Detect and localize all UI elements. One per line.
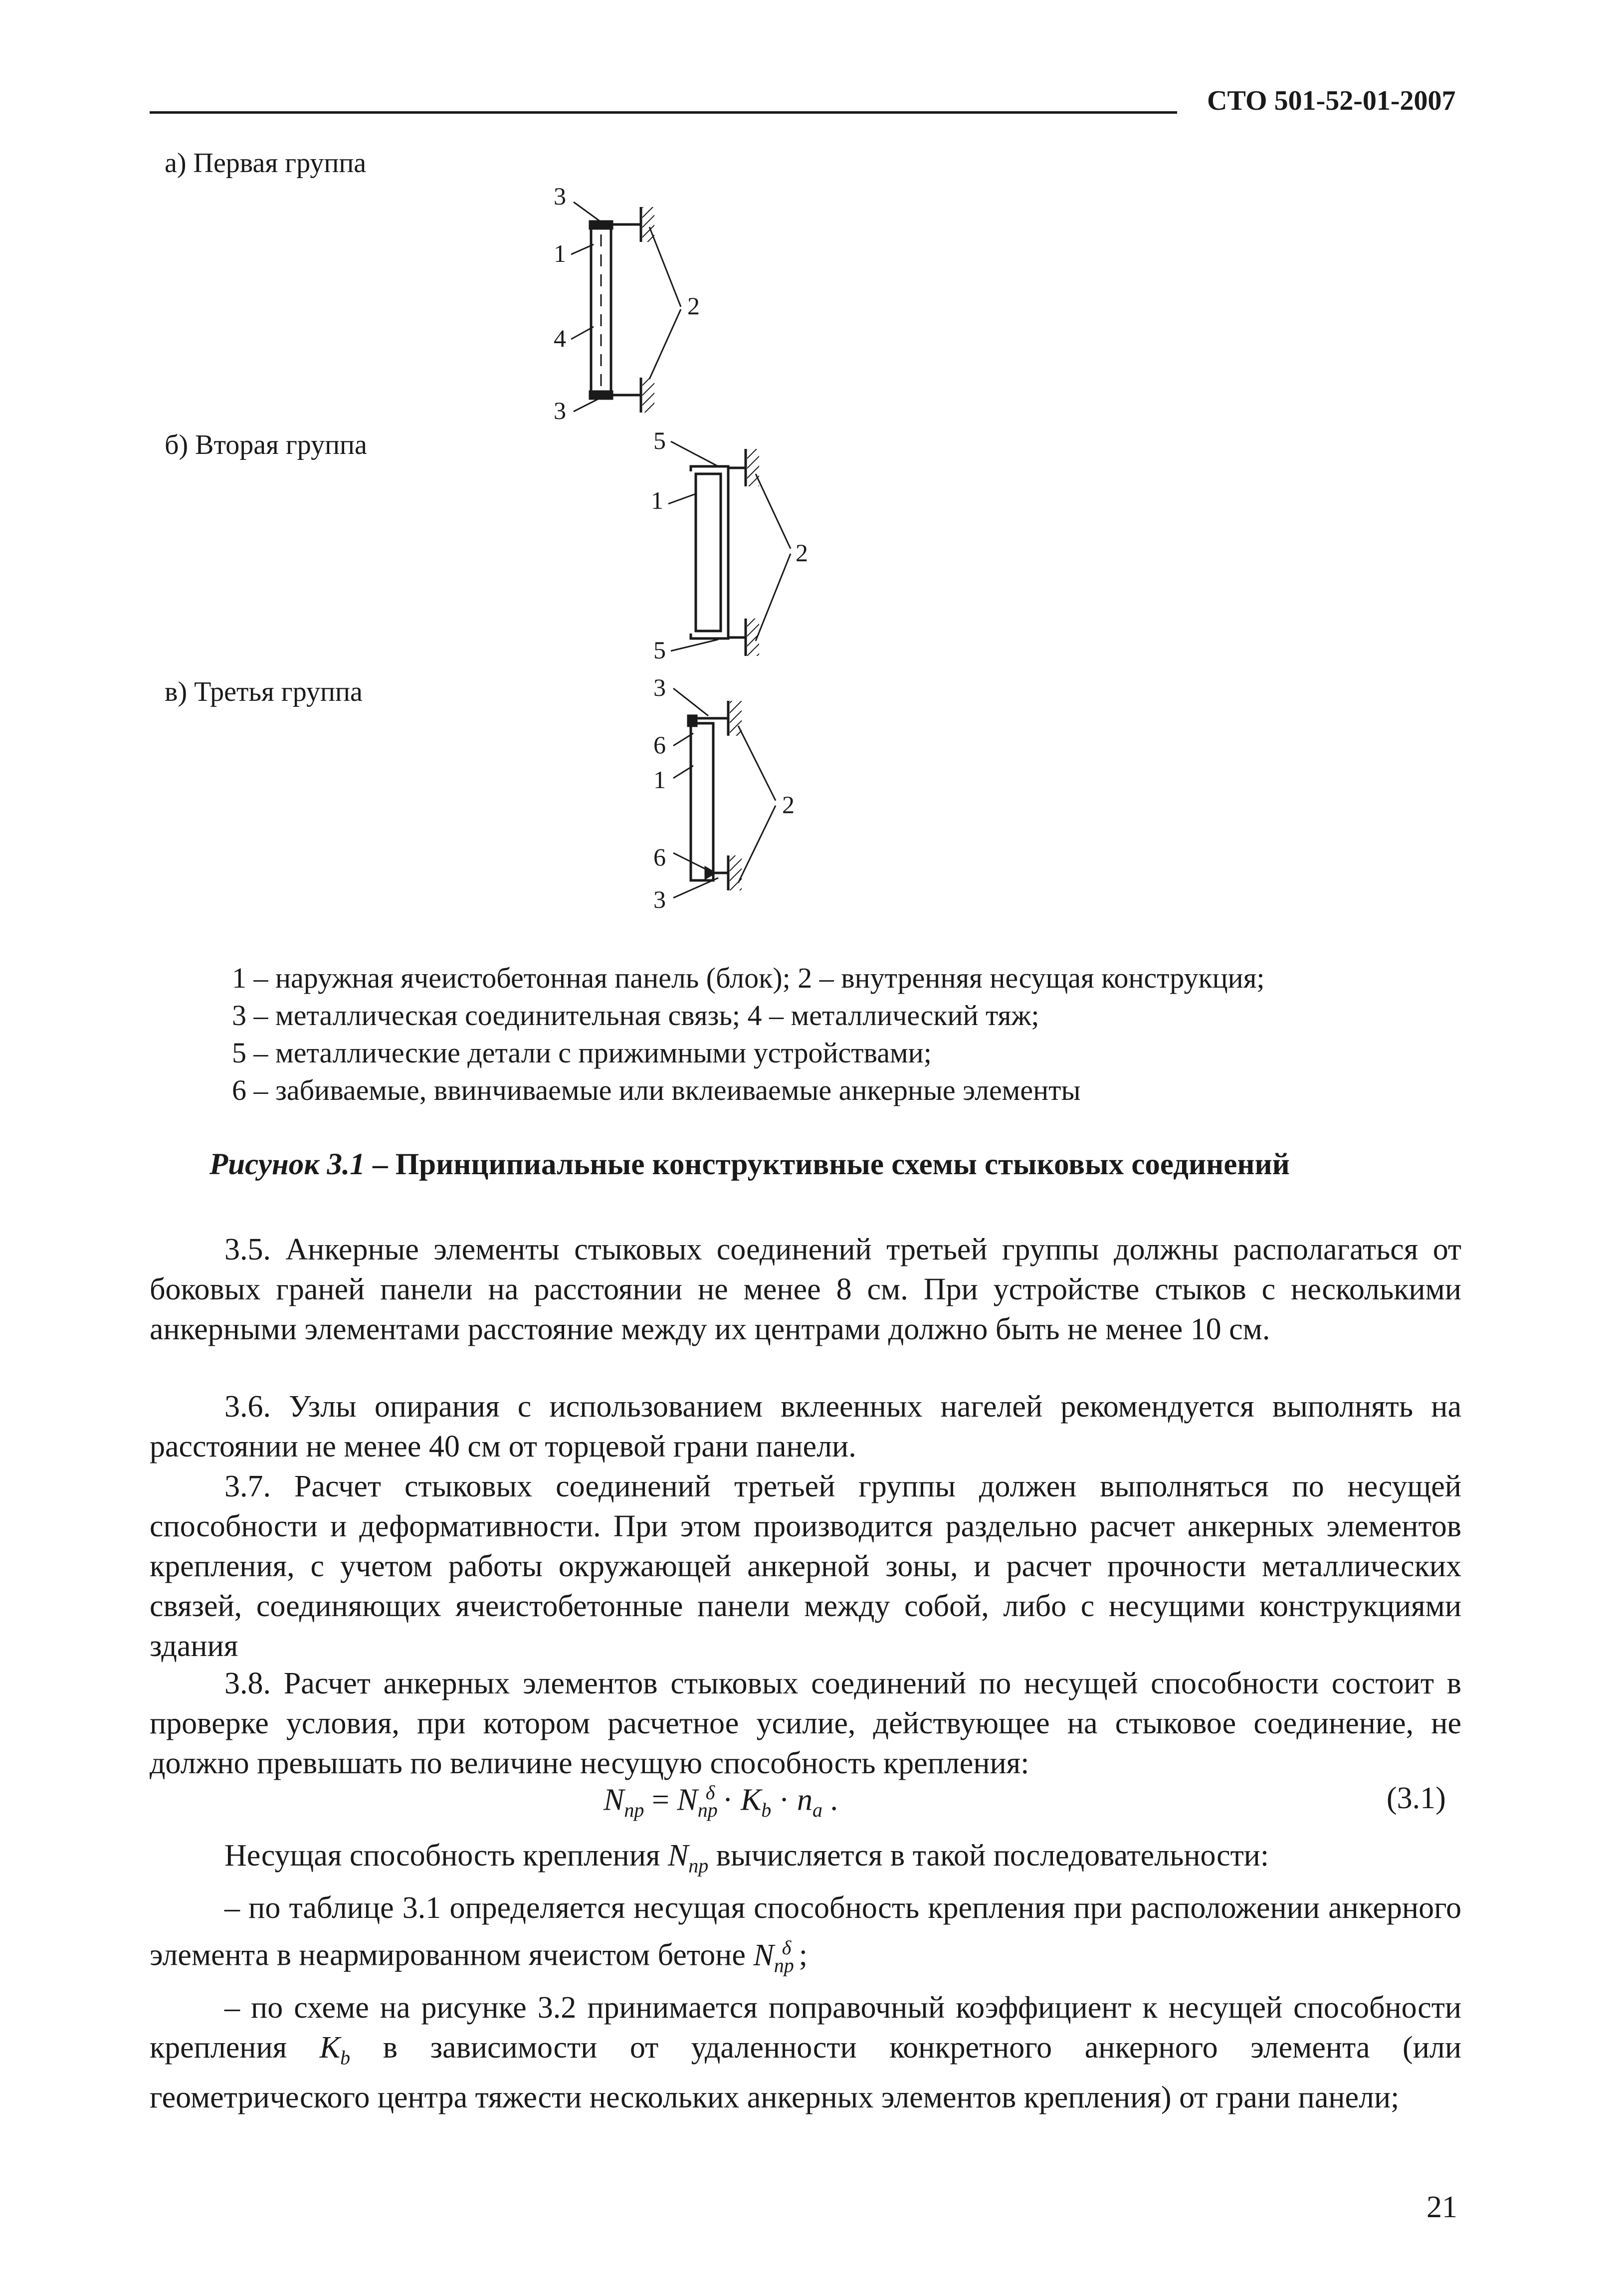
fig-label: 5 <box>653 426 666 454</box>
scheme-group-2 <box>668 441 791 656</box>
panel-block-1 <box>591 227 611 394</box>
group-label-first: а) Первая группа <box>165 148 367 179</box>
panel-block-3 <box>691 723 713 880</box>
connector-bottom <box>590 392 612 399</box>
joint-schemes-figure <box>0 0 1624 948</box>
caption-title: – Принципиальные конструктивные схемы стыковых соединений <box>365 1148 1290 1181</box>
paragraph-scheme-3-2: – по схеме на рисунке 3.2 принимается поправочный коэффициент к несущей способности крепления $K_b$ в зависимости от удаленности конкретного анкерного элемента (или геометрического центра тяжести нескольких анкерных элементов крепления) от грани панели; <box>150 1991 1461 2115</box>
scheme-group-3 <box>673 688 776 898</box>
fig-label: 2 <box>687 292 700 320</box>
hatched-support-top <box>747 449 759 486</box>
connector-top <box>590 221 612 228</box>
fig-label: 3 <box>554 182 566 210</box>
group-label-third: в) Третья группа <box>165 676 363 707</box>
bracket-bottom <box>649 309 681 379</box>
fig-label: 3 <box>554 397 566 424</box>
paragraph-3-5: 3.5. Анкерные элементы стыковых соединений третьей группы должны располагаться от боковых граней панели на расстоянии не менее 8 см. При устройстве стыков с несколькими анкерными элементами расстояние между их центрами должно быть не менее 10 см. <box>150 1233 1461 1346</box>
fig-label: 5 <box>653 636 666 664</box>
legend-line-3: 5 – металлические детали с прижимными устройствами; <box>232 1037 932 1069</box>
bracket-top <box>649 227 681 307</box>
legend-line-4: 6 – забиваемые, ввинчиваемые или вклеиваемые анкерные элементы <box>232 1074 1081 1106</box>
fig-label: 3 <box>653 885 666 913</box>
paragraph-3-8: 3.8. Расчет анкерных элементов стыковых соединений по несущей способности состоит в проверке условия, при котором расчетное усилие, действующее на стыковое соединение, не должно превышать по величине несущую способность крепления: <box>150 1667 1461 1780</box>
legend-line-2: 3 – металлическая соединительная связь; 4 – металлический тяж; <box>232 999 1039 1032</box>
legend-line-1: 1 – наружная ячеистобетонная панель (блок); 2 – внутренняя несущая конструкция; <box>232 962 1265 994</box>
bracket-bottom <box>756 554 791 641</box>
fig-label: 2 <box>796 539 808 567</box>
fig-label: 3 <box>653 673 666 701</box>
document-code: СТО 501-52-01-2007 <box>1207 85 1456 116</box>
fig-label: 1 <box>651 486 663 514</box>
group-label-second: б) Вторая группа <box>165 429 367 460</box>
bracket-top <box>756 474 791 549</box>
paragraph-3-7: 3.7. Расчет стыковых соединений третьей группы должен выполняться по несущей способности и деформативности. При этом производится раздельно расчет анкерных элементов крепления, с учетом работы окружающей анкерной зоны, и расчет прочности металлических связей, соединяющих ячеистобетонные панели между собой, либо с несущими конструкциями здания <box>150 1469 1461 1663</box>
fig-label: 6 <box>653 731 666 759</box>
equation-number: (3.1) <box>1387 1781 1446 1815</box>
bracket-bottom <box>738 806 776 883</box>
paragraph-capacity: Несущая способность крепления $N_{пр}$ вычисляется в такой последовательности: <box>224 1839 1269 1877</box>
fig-label: 1 <box>554 239 566 267</box>
page-number: 21 <box>1426 2190 1457 2224</box>
paragraph-3-6: 3.6. Узлы опирания с использованием вклеенных нагелей рекомендуется выполнять на расстоянии не менее 40 см от торцевой грани панели. <box>150 1390 1461 1463</box>
hatched-support-bottom <box>642 378 654 413</box>
fig-label: 6 <box>653 843 666 871</box>
caption-prefix: Рисунок 3.1 <box>209 1148 365 1181</box>
scheme-group-1 <box>571 202 681 413</box>
fig-label: 1 <box>653 766 666 794</box>
bracket-top <box>738 726 776 801</box>
fig-label: 2 <box>782 791 795 819</box>
paragraph-table-3-1: – по таблице 3.1 определяется несущая способность крепления при расположении анкерного элемента в неармированном ячеистом бетоне $N_{пр}^\delta$ ; <box>150 1891 1461 1977</box>
fig-label: 4 <box>554 324 566 352</box>
panel-block-2 <box>696 474 721 631</box>
figure-caption <box>209 1147 1290 1182</box>
equation-3-1: $N_{пр} = N_{пр}^\delta \cdot K_b \cdot n_a$ . <box>604 1781 838 1822</box>
hatched-support-bottom <box>730 855 742 890</box>
